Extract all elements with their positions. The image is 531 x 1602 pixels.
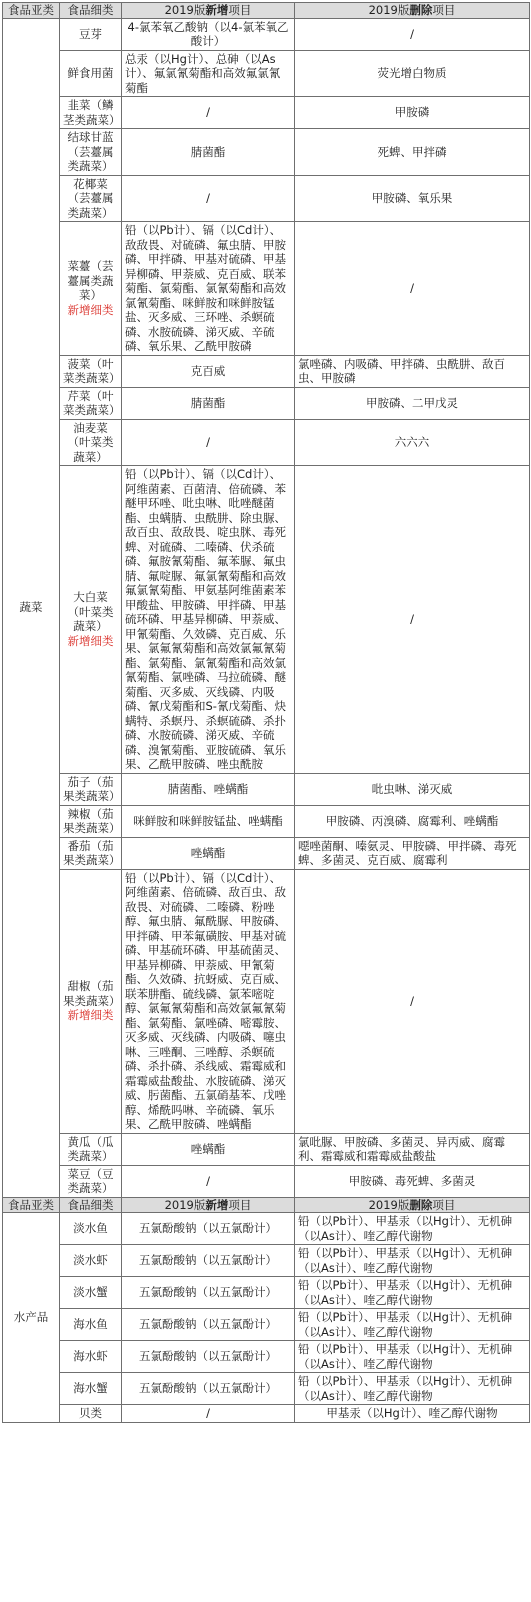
header-subcategory: 食品细类 <box>60 3 122 19</box>
added-items-cell: 克百威 <box>122 355 295 387</box>
header-removed-suffix: 项目 <box>432 1197 456 1212</box>
table-row <box>3 1341 530 1373</box>
subcategory-cell <box>60 387 122 419</box>
subcategory-name: 甜椒（茄果类蔬菜） <box>63 979 121 1008</box>
table-row <box>3 1245 530 1277</box>
header-added-suffix: 项目 <box>228 3 252 17</box>
subcategory-cell <box>60 1405 122 1423</box>
new-subcategory-tag: 新增细类 <box>67 1008 114 1023</box>
subcategory-cell <box>60 175 122 222</box>
header-removed-bold: 删除 <box>409 1197 433 1212</box>
subcategory-name: 韭菜（鳞茎类蔬菜） <box>63 98 121 127</box>
subcategory-cell <box>60 1133 122 1165</box>
subcategory-name: 淡水鱼 <box>73 1221 108 1236</box>
subcategory-cell <box>60 1165 122 1197</box>
subcategory-name: 菜豆（豆类蔬菜） <box>67 1166 114 1195</box>
subcategory-cell <box>60 18 122 50</box>
header-subcategory: 食品细类 <box>60 1197 122 1213</box>
subcategory-name: 番茄（茄果类蔬菜） <box>63 838 121 867</box>
added-items-cell: 4-氯苯氧乙酸钠（以4-氯苯氧乙酸计） <box>122 18 295 50</box>
added-items-cell: 铅（以Pb计）、镉（以Cd计）、阿维菌素、倍硫磷、敌百虫、敌敌畏、对硫磷、二嗪磷、粉唑醇、氟虫腈、氟酰脲、甲胺磷、甲拌磷、甲苯氟磺胺、甲基对硫磷、甲基硫环磷、甲基硫菌灵、甲基异柳磷、甲萘威、甲氰菊酯、久效磷、抗蚜威、克百威、联苯肼酯、硫线磷、氯苯嘧啶醇、氯氟氰菊酯和高效氯氟氰菊酯、氯菊酯、氯唑磷、嘧霉胺、灭多威、灭线磷、内吸磷、噻虫啉、三唑酮、三唑醇、杀螟硫磷、杀扑磷、杀线威、霜霉威和霜霉威盐酸盐、水胺硫磷、涕灭威、肟菌酯、五氯硝基苯、戊唑醇、烯酰吗啉、辛硫磷、氧乐果、乙酰甲胺磷、唑螨酯 <box>122 869 295 1133</box>
table-row <box>3 1277 530 1309</box>
removed-items-cell: 甲胺磷、二甲戊灵 <box>295 387 530 419</box>
removed-items-cell: 荧光增白物质 <box>295 50 530 97</box>
table-row <box>3 1133 530 1165</box>
table-row <box>3 1405 530 1423</box>
subcategory-cell <box>60 97 122 129</box>
table-row <box>3 387 530 419</box>
table-row <box>3 1165 530 1197</box>
subcategory-cell <box>60 355 122 387</box>
table-row <box>3 97 530 129</box>
table-row <box>3 50 530 97</box>
removed-items-cell: 氯吡脲、甲胺磷、多菌灵、异丙威、腐霉利、霜霉威和霜霉威盐酸盐 <box>295 1133 530 1165</box>
added-items-cell: 腈菌酯、唑螨酯 <box>122 773 295 805</box>
removed-items-cell: 六六六 <box>295 419 530 466</box>
subcategory-cell <box>60 805 122 837</box>
added-items-cell: 五氯酚酸钠（以五氯酚计） <box>122 1373 295 1405</box>
subcategory-name: 结球甘蓝（芸薹属类蔬菜） <box>67 130 114 173</box>
subcategory-cell <box>60 1373 122 1405</box>
header-row <box>3 3 530 19</box>
subcategory-name: 淡水虾 <box>73 1253 108 1268</box>
added-items-cell: / <box>122 1405 295 1423</box>
removed-items-cell: 铅（以Pb计）、甲基汞（以Hg计）、无机砷（以As计）、喹乙醇代谢物 <box>295 1213 530 1245</box>
subcategory-cell <box>60 50 122 97</box>
table-row <box>3 805 530 837</box>
added-items-cell: 咪鲜胺和咪鲜胺锰盐、唑螨酯 <box>122 805 295 837</box>
header-added-bold: 新增 <box>205 1197 229 1212</box>
table-row <box>3 419 530 466</box>
subcategory-name: 茄子（茄果类蔬菜） <box>63 774 121 803</box>
removed-items-cell: 死蜱、甲拌磷 <box>295 129 530 176</box>
added-items-cell: 铅（以Pb计）、镉（以Cd计）、阿维菌素、百菌清、倍硫磷、苯醚甲环唑、吡虫啉、吡唑醚菌酯、虫螨腈、虫酰肼、除虫脲、敌百虫、敌敌畏、啶虫脒、毒死蜱、对硫磷、二嗪磷、伏杀硫磷、氟胺氰菊酯、氟苯脲、氟虫腈、氟啶脲、氟氯氰菊酯和高效氟氯氰菊酯、甲氨基阿维菌素苯甲酸盐、甲胺磷、甲拌磷、甲基硫环磷、甲基异柳磷、甲萘威、甲氰菊酯、久效磷、克百威、乐果、氯氟氰菊酯和高效氯氟氰菊酯、氯菊酯、氯氰菊酯和高效氯氰菊酯、氯唑磷、马拉硫磷、醚菊酯、灭多威、灭线磷、内吸磷、氰戊菊酯和S-氰戊菊酯、炔螨特、杀螟丹、杀螟硫磷、杀扑磷、水胺硫磷、涕灭威、辛硫磷、溴氰菊酯、亚胺硫磷、氧乐果、乙酰甲胺磷、唑虫酰胺 <box>122 466 295 774</box>
removed-items-cell: 吡虫啉、涕灭威 <box>295 773 530 805</box>
subcategory-cell <box>60 773 122 805</box>
new-subcategory-tag: 新增细类 <box>67 302 114 317</box>
subcategory-cell <box>60 1245 122 1277</box>
removed-items-cell: 噁唑菌酮、嗪氨灵、甲胺磷、甲拌磷、毒死蜱、多菌灵、克百威、腐霉利 <box>295 837 530 869</box>
subcategory-name: 淡水蟹 <box>73 1285 108 1300</box>
table-row <box>3 1373 530 1405</box>
header-removed-prefix: 2019版 <box>368 3 410 17</box>
removed-items-cell: 铅（以Pb计）、甲基汞（以Hg计）、无机砷（以As计）、喹乙醇代谢物 <box>295 1277 530 1309</box>
subcategory-cell <box>60 222 122 356</box>
subcategory-name: 菜薹（芸薹属类蔬菜） <box>67 259 114 303</box>
subcategory-name: 豆芽 <box>79 26 102 41</box>
subcategory-name: 鲜食用菌 <box>67 66 114 80</box>
header-added <box>122 3 295 19</box>
subcategory-name: 菠菜（叶菜类蔬菜） <box>63 356 121 385</box>
added-items-cell: 五氯酚酸钠（以五氯酚计） <box>122 1277 295 1309</box>
header-added-prefix: 2019版 <box>164 1197 206 1212</box>
header-removed-suffix: 项目 <box>432 3 456 17</box>
table-body <box>3 3 530 1423</box>
subcategory-name: 油麦菜（叶菜类蔬菜） <box>67 420 114 464</box>
added-items-cell: 五氯酚酸钠（以五氯酚计） <box>122 1341 295 1373</box>
category-cell: 蔬菜 <box>3 18 60 1197</box>
subcategory-name: 花椰菜（芸薹属类蔬菜） <box>67 176 114 220</box>
added-items-cell: 唑螨酯 <box>122 837 295 869</box>
removed-items-cell: 氯唑磷、内吸磷、甲拌磷、虫酰肼、敌百虫、甲胺磷 <box>295 355 530 387</box>
added-items-cell: 铅（以Pb计）、镉（以Cd计）、敌敌畏、对硫磷、氟虫腈、甲胺磷、甲拌磷、甲基对硫磷、甲基异柳磷、甲萘威、克百威、联苯菊酯、氯菊酯、氯氰菊酯和高效氯氰菊酯、咪鲜胺和咪鲜胺锰盐、灭多威、三环唑、杀螟硫磷、水胺硫磷、涕灭威、辛硫磷、氧乐果、乙酰甲胺磷 <box>122 222 295 356</box>
subcategory-name: 芹菜（叶菜类蔬菜） <box>63 388 121 417</box>
header-category: 食品亚类 <box>3 3 60 19</box>
added-items-cell: / <box>122 175 295 222</box>
standards-comparison-table <box>2 2 530 1423</box>
header-removed-bold: 删除 <box>409 3 433 17</box>
table-row <box>3 773 530 805</box>
new-subcategory-tag: 新增细类 <box>67 633 114 648</box>
table-row <box>3 355 530 387</box>
header-removed <box>295 1197 530 1213</box>
subcategory-name: 辣椒（茄果类蔬菜） <box>63 806 121 835</box>
subcategory-cell <box>60 129 122 176</box>
removed-items-cell: / <box>295 466 530 774</box>
removed-items-cell: 甲胺磷、丙溴磷、腐霉利、唑螨酯 <box>295 805 530 837</box>
added-items-cell: 腈菌酯 <box>122 129 295 176</box>
removed-items-cell: 铅（以Pb计）、甲基汞（以Hg计）、无机砷（以As计）、喹乙醇代谢物 <box>295 1373 530 1405</box>
added-items-cell: 腈菌酯 <box>122 387 295 419</box>
header-added <box>122 1197 295 1213</box>
table-row <box>3 1309 530 1341</box>
subcategory-cell <box>60 837 122 869</box>
subcategory-name: 黄瓜（瓜类蔬菜） <box>67 1134 114 1163</box>
added-items-cell: / <box>122 97 295 129</box>
added-items-cell: 五氯酚酸钠（以五氯酚计） <box>122 1309 295 1341</box>
removed-items-cell: 甲胺磷 <box>295 97 530 129</box>
removed-items-cell: / <box>295 222 530 356</box>
subcategory-cell <box>60 1277 122 1309</box>
added-items-cell: / <box>122 1165 295 1197</box>
added-items-cell: 唑螨酯 <box>122 1133 295 1165</box>
header-added-prefix: 2019版 <box>164 3 206 17</box>
subcategory-cell <box>60 1309 122 1341</box>
added-items-cell: 五氯酚酸钠（以五氯酚计） <box>122 1213 295 1245</box>
removed-items-cell: 铅（以Pb计）、甲基汞（以Hg计）、无机砷（以As计）、喹乙醇代谢物 <box>295 1245 530 1277</box>
table-row <box>3 18 530 50</box>
subcategory-cell <box>60 419 122 466</box>
header-row <box>3 1197 530 1213</box>
table-row <box>3 222 530 356</box>
header-removed-prefix: 2019版 <box>368 1197 410 1212</box>
subcategory-name: 海水虾 <box>73 1349 108 1364</box>
table-row <box>3 837 530 869</box>
subcategory-name: 海水蟹 <box>73 1381 108 1396</box>
subcategory-name: 贝类 <box>79 1406 102 1420</box>
removed-items-cell: 铅（以Pb计）、甲基汞（以Hg计）、无机砷（以As计）、喹乙醇代谢物 <box>295 1341 530 1373</box>
table-row <box>3 1213 530 1245</box>
subcategory-cell <box>60 1341 122 1373</box>
added-items-cell: / <box>122 419 295 466</box>
subcategory-cell <box>60 869 122 1133</box>
removed-items-cell: / <box>295 869 530 1133</box>
header-category: 食品亚类 <box>3 1197 60 1213</box>
removed-items-cell: 甲基汞（以Hg计）、喹乙醇代谢物 <box>295 1405 530 1423</box>
header-removed <box>295 3 530 19</box>
table-row <box>3 175 530 222</box>
removed-items-cell: 甲胺磷、氧乐果 <box>295 175 530 222</box>
table-row <box>3 466 530 774</box>
added-items-cell: 五氯酚酸钠（以五氯酚计） <box>122 1245 295 1277</box>
subcategory-cell <box>60 466 122 774</box>
header-added-suffix: 项目 <box>228 1197 252 1212</box>
header-added-bold: 新增 <box>205 3 229 17</box>
subcategory-name: 海水鱼 <box>73 1317 108 1332</box>
category-cell: 水产品 <box>3 1213 60 1423</box>
removed-items-cell: 铅（以Pb计）、甲基汞（以Hg计）、无机砷（以As计）、喹乙醇代谢物 <box>295 1309 530 1341</box>
added-items-cell: 总汞（以Hg计）、总砷（以As计）、氟氯氰菊酯和高效氟氯氰菊酯 <box>122 50 295 97</box>
table-row <box>3 869 530 1133</box>
removed-items-cell: 甲胺磷、毒死蜱、多菌灵 <box>295 1165 530 1197</box>
removed-items-cell: / <box>295 18 530 50</box>
subcategory-name: 大白菜（叶菜类蔬菜） <box>67 590 114 634</box>
table-row <box>3 129 530 176</box>
subcategory-cell <box>60 1213 122 1245</box>
